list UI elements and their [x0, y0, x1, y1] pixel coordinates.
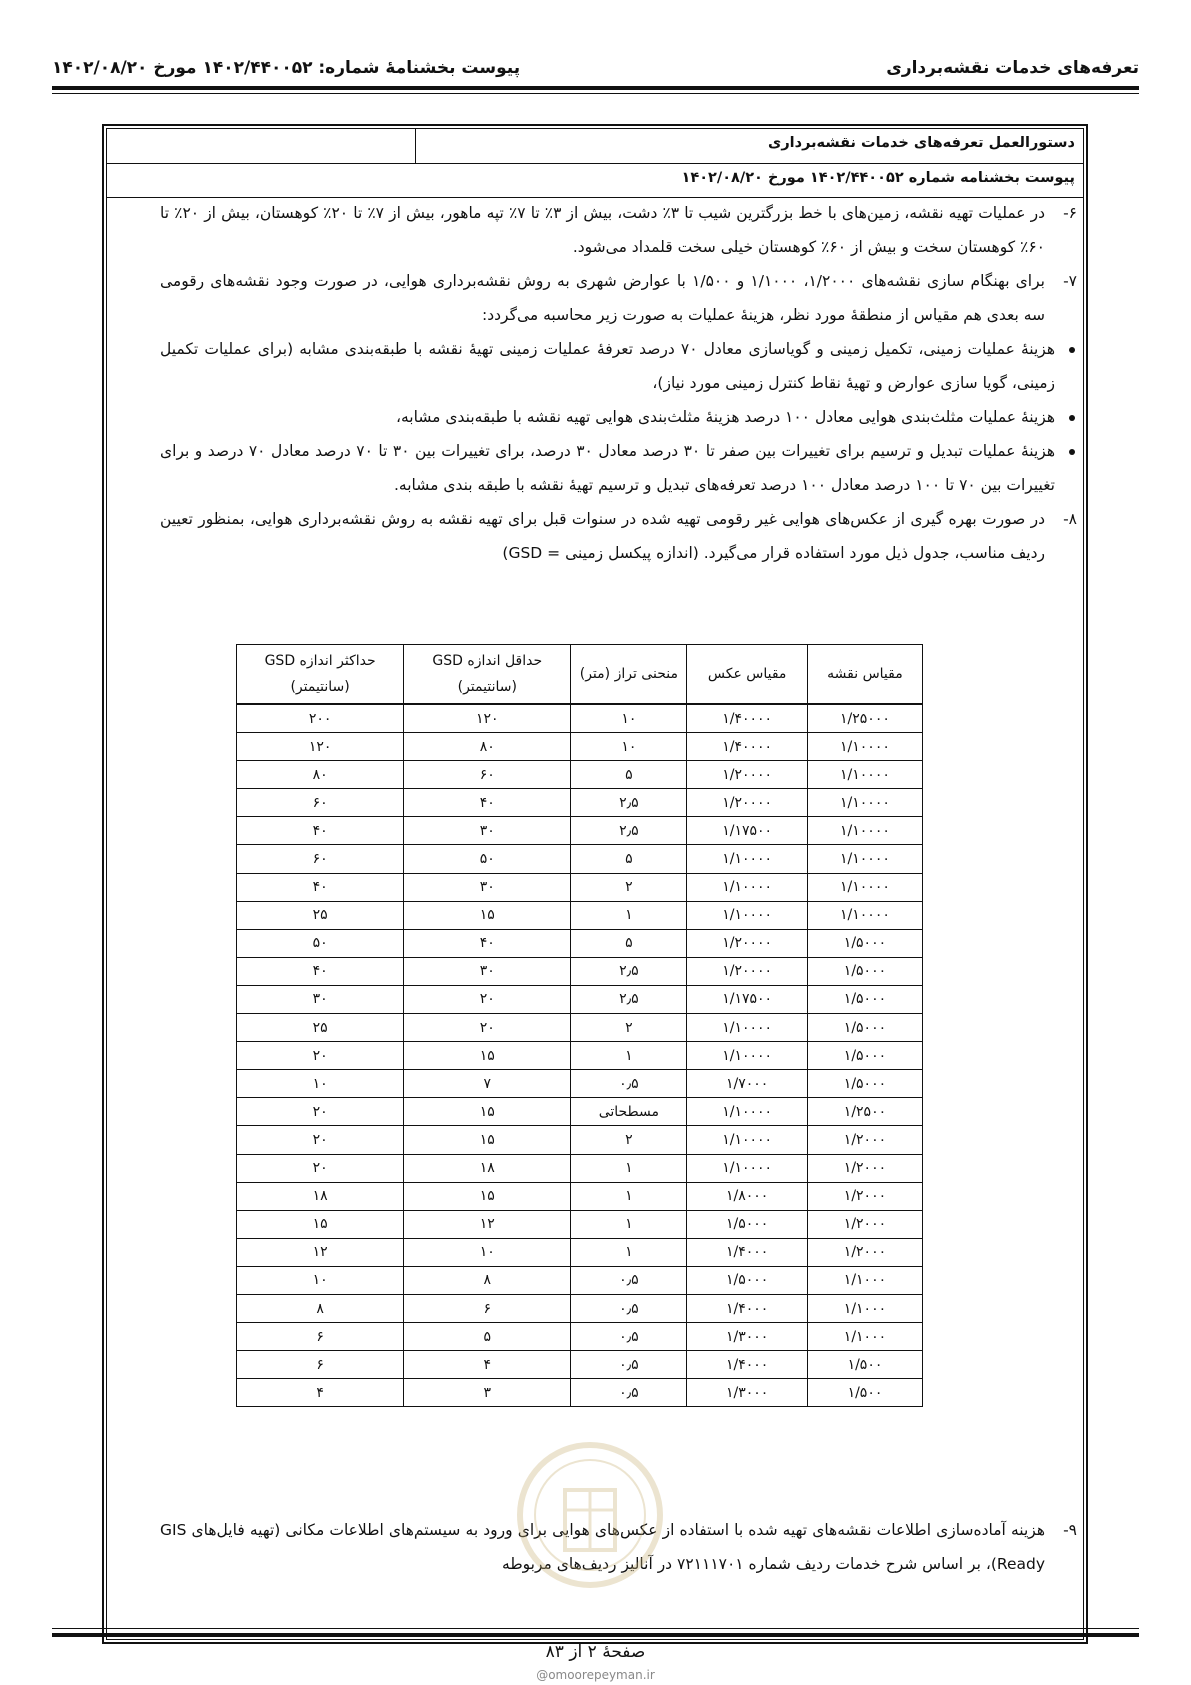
box-title-row [107, 129, 1083, 164]
max-gsd-cell: ۵۰ [237, 929, 404, 957]
photo-scale-cell: ۱/۱۰۰۰۰ [687, 1098, 808, 1126]
photo-scale-cell: ۱/۲۰۰۰۰ [687, 789, 808, 817]
min-gsd-cell: ۱۵ [404, 1126, 571, 1154]
map-scale-cell: ۱/۵۰۰۰ [807, 957, 922, 985]
header-rule-thick [52, 86, 1139, 90]
map-scale-cell: ۱/۲۵۰۰۰ [807, 704, 922, 733]
min-gsd-cell: ۸ [404, 1266, 571, 1294]
min-gsd-cell: ۱۵ [404, 1042, 571, 1070]
max-gsd-cell: ۱۸ [237, 1182, 404, 1210]
seal-watermark-icon [510, 1430, 670, 1610]
map-scale-cell: ۱/۲۰۰۰ [807, 1210, 922, 1238]
bullet-item [160, 434, 1079, 502]
min-gsd-cell: ۴ [404, 1351, 571, 1379]
max-gsd-cell: ۲۵ [237, 1014, 404, 1042]
map-scale-cell: ۱/۲۰۰۰ [807, 1126, 922, 1154]
contour-interval-cell: ۲٫۵ [571, 957, 687, 985]
table-row [237, 1238, 923, 1266]
photo-scale-cell: ۱/۱۰۰۰۰ [687, 1126, 808, 1154]
map-scale-cell: ۱/۲۰۰۰ [807, 1182, 922, 1210]
min-gsd-cell: ۱۵ [404, 1098, 571, 1126]
photo-scale-cell: ۱/۱۰۰۰۰ [687, 1042, 808, 1070]
photo-scale-cell: ۱/۵۰۰۰ [687, 1266, 808, 1294]
bullet-text: هزینۀ عملیات زمینی، تکمیل زمینی و گویاسازی معادل ۷۰ درصد تعرفۀ عملیات زمینی تهیۀ نقشه با طبقه‌بندی مشابه (برای عملیات تکمیل زمینی، گویا سازی عوارض و تهیۀ نقاط کنترل زمینی مورد نیاز)، [160, 340, 1055, 392]
header-max-gsd: حداکثر اندازه GSD (سانتیمتر) [237, 645, 404, 705]
table-row [237, 1154, 923, 1182]
map-scale-cell: ۱/۱۰۰۰۰ [807, 761, 922, 789]
table-row [237, 1070, 923, 1098]
max-gsd-cell: ۴۰ [237, 817, 404, 845]
map-scale-cell: ۱/۲۰۰۰ [807, 1154, 922, 1182]
contour-interval-cell: مسطحاتی [571, 1098, 687, 1126]
photo-scale-cell: ۱/۵۰۰۰ [687, 1210, 808, 1238]
max-gsd-cell: ۲۰ [237, 1126, 404, 1154]
box-subtitle-row [107, 163, 1083, 198]
min-gsd-cell: ۱۸ [404, 1154, 571, 1182]
min-gsd-cell: ۱۵ [404, 1182, 571, 1210]
map-scale-cell: ۱/۱۰۰۰۰ [807, 733, 922, 761]
table-row [237, 704, 923, 733]
min-gsd-cell: ۳ [404, 1379, 571, 1407]
photo-scale-cell: ۱/۲۰۰۰۰ [687, 957, 808, 985]
min-gsd-cell: ۲۰ [404, 1014, 571, 1042]
min-gsd-cell: ۳۰ [404, 873, 571, 901]
contour-interval-cell: ۱ [571, 1210, 687, 1238]
min-gsd-cell: ۳۰ [404, 817, 571, 845]
max-gsd-cell: ۲۵ [237, 901, 404, 929]
paragraph-7 [160, 264, 1079, 332]
contour-interval-cell: ۱ [571, 1154, 687, 1182]
header-circular-reference: پیوست بخشنامۀ شماره: ۱۴۰۲/۴۴۰۰۵۲ مورخ ۱۴۰۲/۰۸/۲۰ [52, 58, 521, 78]
max-gsd-cell: ۱۲۰ [237, 733, 404, 761]
contour-interval-cell: ۲٫۵ [571, 985, 687, 1013]
table-row [237, 733, 923, 761]
photo-scale-cell: ۱/۲۰۰۰۰ [687, 761, 808, 789]
map-scale-cell: ۱/۱۰۰۰ [807, 1323, 922, 1351]
photo-scale-cell: ۱/۳۰۰۰ [687, 1323, 808, 1351]
table-row [237, 873, 923, 901]
max-gsd-cell: ۶۰ [237, 845, 404, 873]
bullet-item [160, 400, 1079, 434]
table-row [237, 1126, 923, 1154]
contour-interval-cell: ۱ [571, 1238, 687, 1266]
contour-interval-cell: ۰٫۵ [571, 1351, 687, 1379]
table-row [237, 817, 923, 845]
map-scale-cell: ۱/۵۰۰۰ [807, 1014, 922, 1042]
contour-interval-cell: ۰٫۵ [571, 1323, 687, 1351]
map-scale-cell: ۱/۲۰۰۰ [807, 1238, 922, 1266]
table-row [237, 1182, 923, 1210]
map-scale-cell: ۱/۱۰۰۰۰ [807, 845, 922, 873]
map-scale-cell: ۱/۱۰۰۰۰ [807, 901, 922, 929]
photo-scale-cell: ۱/۴۰۰۰۰ [687, 704, 808, 733]
table-row [237, 957, 923, 985]
map-scale-cell: ۱/۵۰۰۰ [807, 929, 922, 957]
photo-scale-cell: ۱/۴۰۰۰ [687, 1238, 808, 1266]
contour-interval-cell: ۰٫۵ [571, 1070, 687, 1098]
max-gsd-cell: ۳۰ [237, 985, 404, 1013]
contour-interval-cell: ۵ [571, 929, 687, 957]
contour-interval-cell: ۰٫۵ [571, 1379, 687, 1407]
bullet-item [160, 332, 1079, 400]
map-scale-cell: ۱/۵۰۰۰ [807, 1042, 922, 1070]
contour-interval-cell: ۱۰ [571, 733, 687, 761]
box-title: دستورالعمل تعرفه‌های خدمات نقشه‌برداری [768, 135, 1075, 151]
paragraph-text: برای بهنگام سازی نقشه‌های ۱/۲۰۰۰، ۱/۱۰۰۰ و ۱/۵۰۰ با عوارض شهری به روش نقشه‌برداری هوایی، در صورت وجود نقشه‌های رقومی سه بعدی هم مقیاس از منطقۀ مورد نظر، هزینۀ عملیات به صورت زیر محاسبه می‌گردد: [160, 272, 1045, 324]
min-gsd-cell: ۴۰ [404, 929, 571, 957]
photo-scale-cell: ۱/۴۰۰۰ [687, 1351, 808, 1379]
photo-scale-cell: ۱/۷۰۰۰ [687, 1070, 808, 1098]
contour-interval-cell: ۰٫۵ [571, 1294, 687, 1322]
min-gsd-cell: ۱۲ [404, 1210, 571, 1238]
min-gsd-cell: ۴۰ [404, 789, 571, 817]
map-scale-cell: ۱/۱۰۰۰۰ [807, 817, 922, 845]
paragraph-text: در صورت بهره گیری از عکس‌های هوایی غیر رقومی تهیه شده در سنوات قبل برای تهیه نقشه به روش نقشه‌برداری هوایی، بمنظور تعیین ردیف مناسب، جدول ذیل مورد استفاده قرار می‌گیرد. (اندازه پیکسل زمینی = GSD) [160, 510, 1045, 562]
table-row [237, 789, 923, 817]
min-gsd-cell: ۸۰ [404, 733, 571, 761]
bullet-text: هزینۀ عملیات مثلث‌بندی هوایی معادل ۱۰۰ درصد هزینۀ مثلث‌بندی هوایی تهیه نقشه با طبقه‌بندی مشابه، [395, 408, 1055, 426]
max-gsd-cell: ۱۰ [237, 1070, 404, 1098]
header-photo-scale: مقیاس عکس [687, 645, 808, 705]
max-gsd-cell: ۶۰ [237, 789, 404, 817]
map-scale-cell: ۱/۲۵۰۰ [807, 1098, 922, 1126]
footer-rule-thin [52, 1628, 1139, 1629]
max-gsd-cell: ۴ [237, 1379, 404, 1407]
table-row [237, 1014, 923, 1042]
gsd-table-body [237, 704, 923, 1407]
min-gsd-cell: ۵ [404, 1323, 571, 1351]
max-gsd-cell: ۴۰ [237, 957, 404, 985]
page-header [52, 58, 1139, 84]
paragraph-number: ۶- [1063, 204, 1077, 222]
photo-scale-cell: ۱/۱۰۰۰۰ [687, 873, 808, 901]
max-gsd-cell: ۲۰ [237, 1042, 404, 1070]
min-gsd-cell: ۵۰ [404, 845, 571, 873]
table-header-row [237, 645, 923, 705]
max-gsd-cell: ۲۰ [237, 1154, 404, 1182]
min-gsd-cell: ۲۰ [404, 985, 571, 1013]
photo-scale-cell: ۱/۱۷۵۰۰ [687, 985, 808, 1013]
paragraph-number: ۷- [1063, 272, 1077, 290]
min-gsd-cell: ۱۰ [404, 1238, 571, 1266]
footer-rule-thick [52, 1633, 1139, 1637]
min-gsd-cell: ۶۰ [404, 761, 571, 789]
table-row [237, 985, 923, 1013]
photo-scale-cell: ۱/۱۰۰۰۰ [687, 1154, 808, 1182]
max-gsd-cell: ۱۲ [237, 1238, 404, 1266]
max-gsd-cell: ۴۰ [237, 873, 404, 901]
table-row [237, 1323, 923, 1351]
min-gsd-cell: ۶ [404, 1294, 571, 1322]
min-gsd-cell: ۱۵ [404, 901, 571, 929]
map-scale-cell: ۱/۱۰۰۰۰ [807, 873, 922, 901]
min-gsd-cell: ۷ [404, 1070, 571, 1098]
map-scale-cell: ۱/۵۰۰۰ [807, 985, 922, 1013]
contour-interval-cell: ۲ [571, 1126, 687, 1154]
map-scale-cell: ۱/۵۰۰۰ [807, 1070, 922, 1098]
photo-scale-cell: ۱/۲۰۰۰۰ [687, 929, 808, 957]
contour-interval-cell: ۲٫۵ [571, 789, 687, 817]
max-gsd-cell: ۸ [237, 1294, 404, 1322]
max-gsd-cell: ۱۰ [237, 1266, 404, 1294]
contour-interval-cell: ۰٫۵ [571, 1266, 687, 1294]
header-contour-interval: منحنی تراز (متر) [571, 645, 687, 705]
map-scale-cell: ۱/۱۰۰۰ [807, 1294, 922, 1322]
contour-interval-cell: ۱ [571, 1182, 687, 1210]
contour-interval-cell: ۲ [571, 1014, 687, 1042]
max-gsd-cell: ۸۰ [237, 761, 404, 789]
site-watermark-text: @omoorepeyman.ir [536, 1668, 655, 1682]
table-row [237, 1210, 923, 1238]
contour-interval-cell: ۱ [571, 1042, 687, 1070]
header-document-title: تعرفه‌های خدمات نقشه‌برداری [886, 58, 1139, 78]
photo-scale-cell: ۱/۱۷۵۰۰ [687, 817, 808, 845]
table-row [237, 1266, 923, 1294]
map-scale-cell: ۱/۵۰۰ [807, 1379, 922, 1407]
paragraph-number: ۸- [1063, 510, 1077, 528]
photo-scale-cell: ۱/۱۰۰۰۰ [687, 1014, 808, 1042]
contour-interval-cell: ۵ [571, 845, 687, 873]
table-row [237, 1379, 923, 1407]
header-min-gsd: حداقل اندازه GSD (سانتیمتر) [404, 645, 571, 705]
paragraph-text: هزینه آماده‌سازی اطلاعات نقشه‌های تهیه شده با استفاده از عکس‌های هوایی برای ورود به سیستم‌های اطلاعات مکانی (تهیه فایل‌های GIS Ready)، بر اساس شرح خدمات ردیف شماره ۷۲۱۱۱۷۰۱ در آنالیز ردیف‌های مربوطه [160, 1521, 1045, 1573]
header-rule-thin [52, 93, 1139, 94]
bullet-icon [1069, 415, 1075, 421]
table-row [237, 1351, 923, 1379]
bullet-text: هزینۀ عملیات تبدیل و ترسیم برای تغییرات بین صفر تا ۳۰ درصد معادل ۳۰ درصد، برای تغییرات بین ۳۰ تا ۷۰ درصد معادل ۷۰ درصد و برای تغییرات بین ۷۰ تا ۱۰۰ درصد معادل ۱۰۰ درصد تعرفه‌های تبدیل و ترسیم تهیۀ نقشه با طبقه بندی مشابه. [160, 442, 1056, 494]
map-scale-cell: ۱/۱۰۰۰ [807, 1266, 922, 1294]
gsd-table [236, 644, 923, 1407]
max-gsd-cell: ۲۰۰ [237, 704, 404, 733]
contour-interval-cell: ۱۰ [571, 704, 687, 733]
bullet-icon [1069, 347, 1075, 353]
photo-scale-cell: ۱/۴۰۰۰۰ [687, 733, 808, 761]
max-gsd-cell: ۲۰ [237, 1098, 404, 1126]
photo-scale-cell: ۱/۱۰۰۰۰ [687, 901, 808, 929]
max-gsd-cell: ۶ [237, 1351, 404, 1379]
table-row [237, 929, 923, 957]
box-subtitle: پیوست بخشنامه شماره ۱۴۰۲/۴۴۰۰۵۲ مورخ ۱۴۰۲/۰۸/۲۰ [681, 170, 1075, 186]
contour-interval-cell: ۱ [571, 901, 687, 929]
max-gsd-cell: ۱۵ [237, 1210, 404, 1238]
table-row [237, 1042, 923, 1070]
contour-interval-cell: ۲٫۵ [571, 817, 687, 845]
paragraph-8 [160, 502, 1079, 570]
photo-scale-cell: ۱/۳۰۰۰ [687, 1379, 808, 1407]
paragraph-6 [160, 196, 1079, 264]
header-map-scale: مقیاس نقشه [807, 645, 922, 705]
photo-scale-cell: ۱/۴۰۰۰ [687, 1294, 808, 1322]
table-row [237, 845, 923, 873]
min-gsd-cell: ۳۰ [404, 957, 571, 985]
photo-scale-cell: ۱/۱۰۰۰۰ [687, 845, 808, 873]
table-row [237, 1098, 923, 1126]
contour-interval-cell: ۲ [571, 873, 687, 901]
photo-scale-cell: ۱/۸۰۰۰ [687, 1182, 808, 1210]
table-row [237, 901, 923, 929]
bullet-icon [1069, 449, 1075, 455]
page-number: صفحۀ ۲ از ۸۳ [545, 1642, 646, 1662]
map-scale-cell: ۱/۵۰۰ [807, 1351, 922, 1379]
table-row [237, 761, 923, 789]
paragraph-number: ۹- [1063, 1521, 1077, 1539]
max-gsd-cell: ۶ [237, 1323, 404, 1351]
map-scale-cell: ۱/۱۰۰۰۰ [807, 789, 922, 817]
paragraph-text: در عملیات تهیه نقشه، زمین‌های با خط بزرگترین شیب تا ۳٪ دشت، بیش از ۳٪ تا ۷٪ تپه ماهور، بیش از ۷٪ تا ۲۰٪ کوهستان، بیش از ۲۰٪ تا ۶۰٪ کوهستان سخت و بیش از ۶۰٪ کوهستان خیلی سخت قلمداد می‌شود. [160, 204, 1046, 256]
table-row [237, 1294, 923, 1322]
min-gsd-cell: ۱۲۰ [404, 704, 571, 733]
title-cell-divider [415, 129, 416, 163]
body-text [160, 196, 1079, 570]
contour-interval-cell: ۵ [571, 761, 687, 789]
